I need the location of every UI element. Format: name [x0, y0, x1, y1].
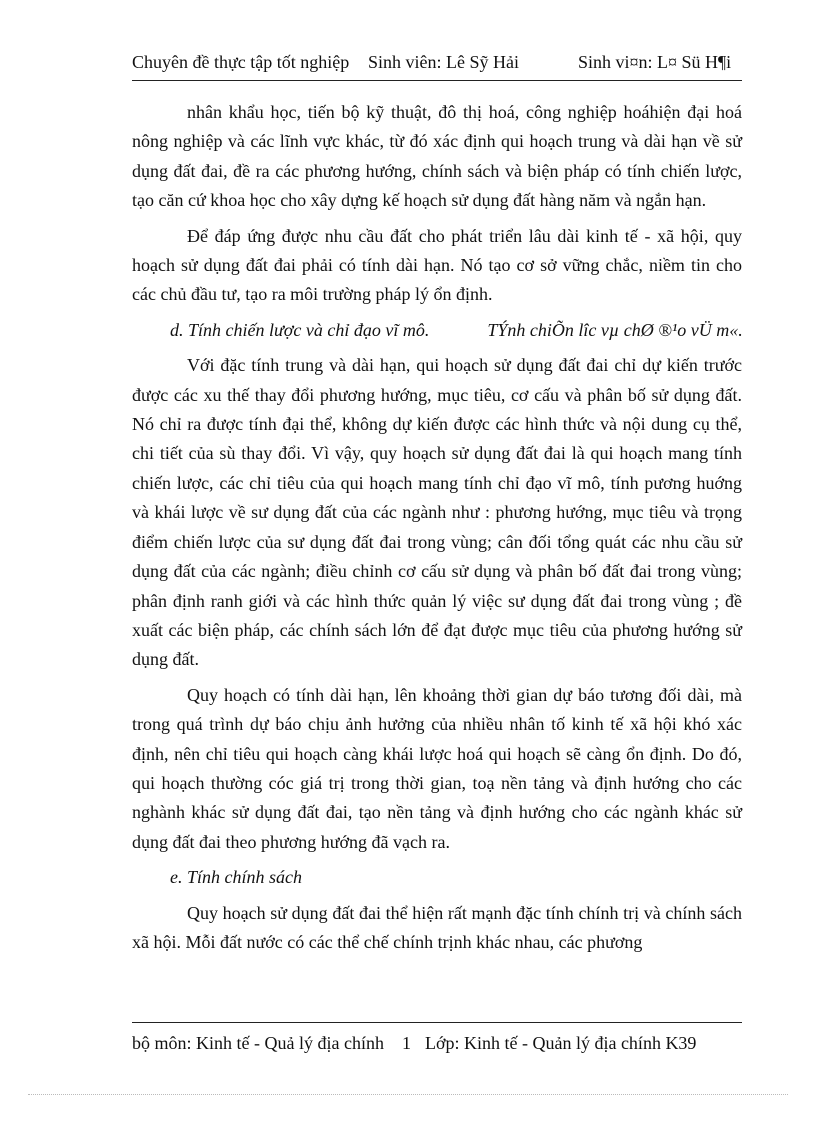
paragraph-1: nhân khẩu học, tiến bộ kỹ thuật, đô thị hoá, công nghiệp hoáhiện đại hoá nông nghiệp và các lĩnh vực khác, từ đó xác định qui hoạch trung và dài hạn về sử dụng đất đai, đề ra các phương hướng, chính sách và biện pháp có tính chiến lược, tạo căn cứ khoa học cho xây dựng kế hoạch sử dụng đất hàng năm và ngắn hạn. — [132, 102, 742, 211]
page-footer — [132, 1022, 742, 1055]
header-middle: Sinh viên: Lê Sỹ Hải — [368, 52, 519, 72]
heading-d-garbled: TÝnh chiÕn lîc vµ chØ ®¹o vÜ m«. — [487, 319, 743, 340]
page-bottom-divider — [28, 1094, 788, 1095]
page-header — [132, 50, 742, 81]
paragraph-3: Với đặc tính trung và dài hạn, qui hoạch sử dụng đất đai chỉ dự kiến trước được các xu thế thay đổi phương hướng, mục tiêu, cơ cấu và phân bố sử dụng đất. Nó chỉ ra được tính đại thể, không dự kiến được các hình thức và nội dung cụ thể, chi tiết của sù thay đổi. Vì vậy, quy hoạch sử dụng đất đai là qui hoạch mang tính chiến lược, các chỉ tiêu của qui hoạch mang tính chỉ đạo vĩ mô, tính pương huớng và khái lược về sư dụng đất của các ngành như : phương hướng, mục tiêu và trọng điểm chiến lược của sư dụng đất đai trong vùng; cân đối tổng quát các nhu cầu sử dụng đất của các ngành; điều chỉnh cơ cấu sử dụng và phân bố đất đai trong vùng; phân định ranh giới và các hình thức quản lý việc sư dụng đất đai trong vùng ; đề xuất các biện pháp, các chính sách lớn để đạt được mục tiêu của phương hướng sử dụng đất. — [132, 355, 742, 670]
page-number: 1 — [401, 1033, 411, 1053]
paragraph-2: Để đáp ứng được nhu cầu đất cho phát triển lâu dài kinh tế - xã hội, quy hoạch sử dụng đất đai phải có tính dài hạn. Nó tạo cơ sở vững chắc, niềm tin cho các chủ đầu tư, tạo ra môi trường pháp lý ổn định. — [132, 225, 742, 305]
page-body — [132, 98, 742, 963]
footer-left: bộ môn: Kinh tế - Quả lý địa chính — [132, 1033, 384, 1053]
heading-d-text: d. Tính chiến lược và chỉ đạo vĩ mô. — [170, 319, 430, 340]
header-right: Sinh vi¤n: L¤ Sü H¶i — [578, 52, 732, 72]
footer-right: Lớp: Kinh tế - Quản lý địa chính K39 — [424, 1033, 697, 1053]
paragraph-5: Quy hoạch sử dụng đất đai thể hiện rất mạnh đặc tính chính trị và chính sách xã hội. Mỗi đất nước có các thể chế chính trịnh khác nhau, các phương — [132, 902, 742, 952]
paragraph-4: Quy hoạch có tính dài hạn, lên khoảng thời gian dự báo tương đối dài, mà trong quá trình dự báo chịu ảnh hưởng của nhiều nhân tố kinh tế xã hội khó xác định, nên chỉ tiêu qui hoạch càng khái lược hoá qui hoạch sẽ càng ổn định. Do đó, qui hoạch thường cóc giá trị trong thời gian, toạ nền tảng và định hướng cho các nghành khác sử dụng đất đai, tạo nền tảng và định hướng cho các ngành khác sử dụng đất đai theo phương hướng đã vạch ra. — [132, 684, 742, 852]
section-heading-e: e. Tính chính sách — [170, 867, 302, 888]
header-left: Chuyên đề thực tập tốt nghiệp — [132, 52, 350, 72]
section-heading-d — [132, 316, 742, 345]
